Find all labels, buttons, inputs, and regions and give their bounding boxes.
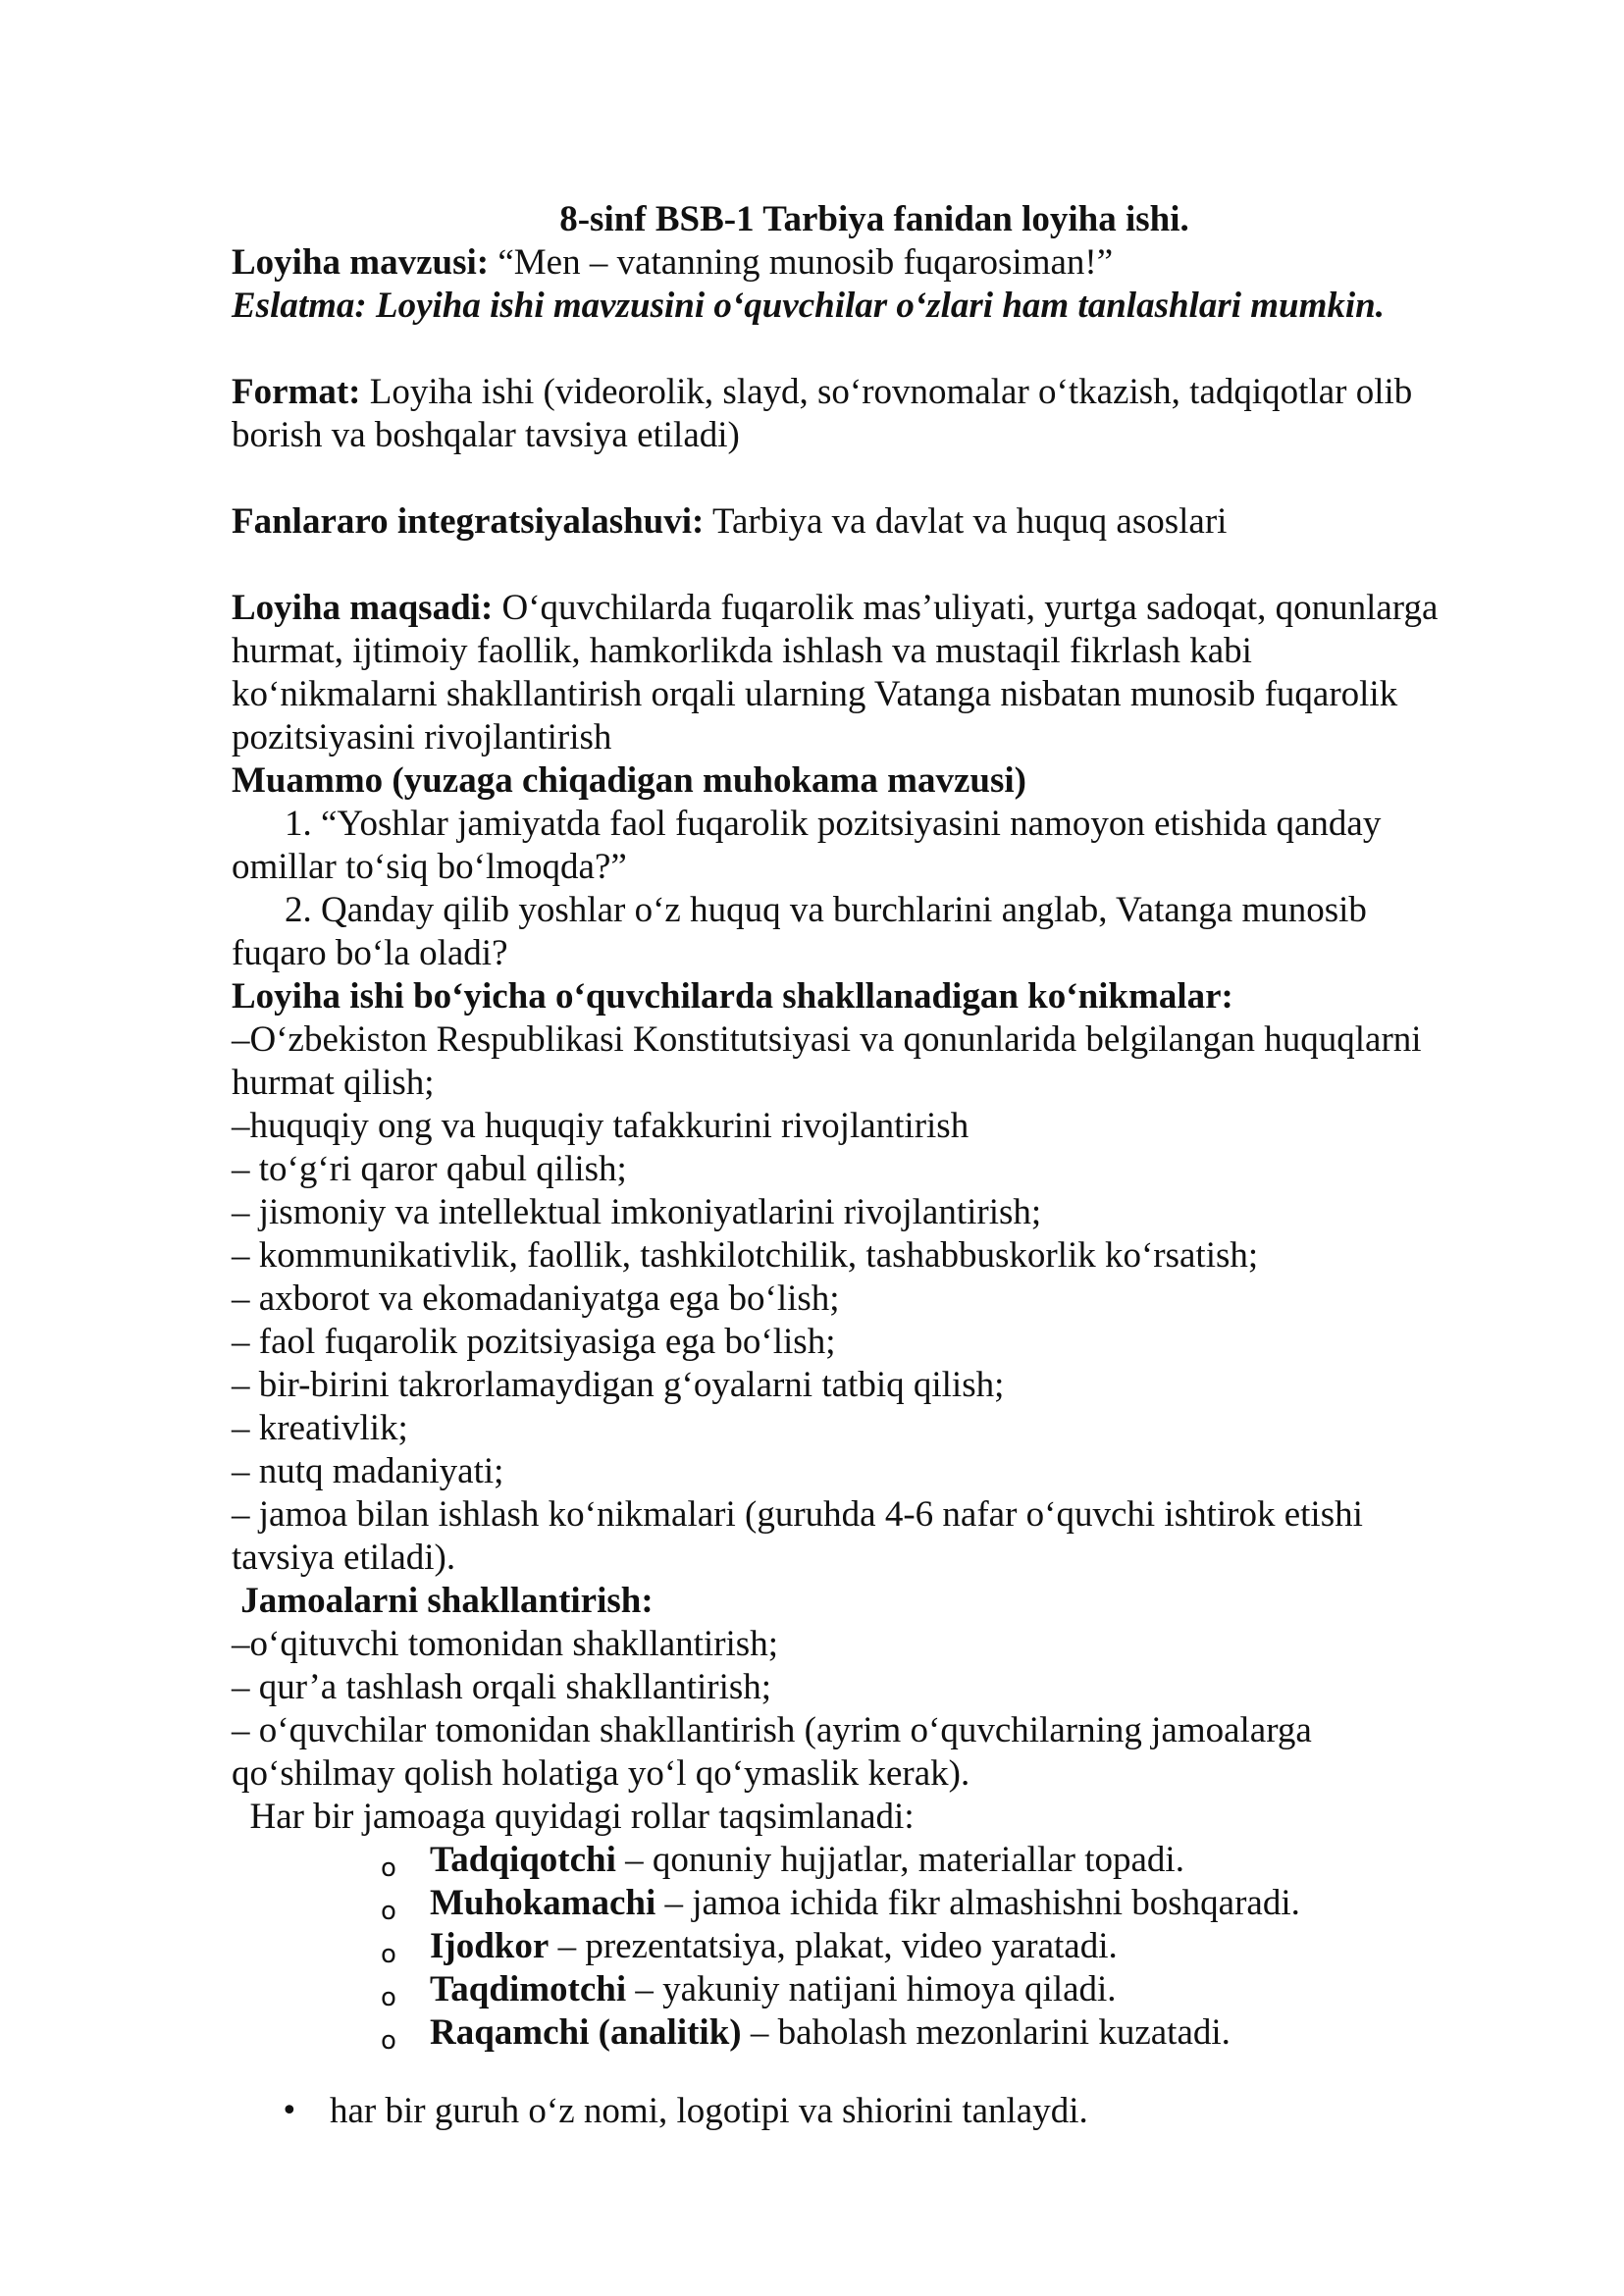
note-line: Eslatma: Loyiha ishi mavzusini o‘quvchilar o‘zlari ham tanlashlari mumkin.: [232, 286, 1386, 326]
role-desc: – jamoa ichida fikr almashishni boshqaradi.: [655, 1883, 1300, 1923]
skills-item-4: – jismoniy va intellektual imkoniyatlarini rivojlantirish;: [232, 1192, 1042, 1232]
role-name: Muhokamachi: [430, 1883, 656, 1923]
goal-line-4: pozitsiyasini rivojlantirish: [232, 717, 612, 757]
hollow-circle-bullet-icon: o: [381, 1940, 396, 1969]
format-section: [232, 371, 1517, 457]
skills-section: [232, 975, 1517, 1580]
roles-intro: Har bir jamoaga quyidagi rollar taqsimlanadi:: [232, 1797, 915, 1837]
problem-q2-line-1: 2. Qanday qilib yoshlar o‘z huquq va burchlarini anglab, Vatanga munosib: [285, 890, 1367, 930]
skills-item-1-line-2: hurmat qilish;: [232, 1063, 435, 1103]
document-title: 8-sinf BSB-1 Tarbiya fanidan loyiha ishi.: [559, 199, 1189, 239]
problem-q2-line-2: fuqaro bo‘la oladi?: [232, 933, 508, 973]
topic-section: [232, 241, 1517, 328]
role-desc: – prezentatsiya, plakat, video yaratadi.: [549, 1926, 1118, 1966]
problem-q1-line-2: omillar to‘siq bo‘lmoqda?”: [232, 847, 627, 887]
hollow-circle-bullet-icon: o: [381, 2026, 396, 2056]
skills-item-1-line-1: –O‘zbekiston Respublikasi Konstitutsiyasi va qonunlarida belgilangan huquqlarni: [232, 1019, 1422, 1060]
role-desc: – yakuniy natijani himoya qiladi.: [626, 1969, 1117, 2009]
topic-value: “Men – vatanning munosib fuqarosiman!”: [498, 242, 1114, 283]
skills-item-5: – kommunikativlik, faollik, tashkilotchilik, tashabbuskorlik ko‘rsatish;: [232, 1235, 1259, 1276]
skills-item-2: –huquqiy ong va huquqiy tafakkurini rivojlantirish: [232, 1106, 969, 1146]
teams-item-3-line-1: – o‘quvchilar tomonidan shakllantirish (ayrim o‘quvchilarning jamoalarga: [232, 1710, 1312, 1750]
role-name: Raqamchi (analitik): [430, 2012, 742, 2053]
problem-heading: Muammo (yuzaga chiqadigan muhokama mavzusi): [232, 760, 1026, 801]
role-name: Tadqiqotchi: [430, 1840, 616, 1880]
hollow-circle-bullet-icon: o: [381, 1897, 396, 1926]
goal-label: Loyiha maqsadi:: [232, 588, 494, 628]
teams-section: [232, 1580, 1517, 1839]
hollow-circle-bullet-icon: o: [381, 1983, 396, 2012]
integration-label: Fanlararo integratsiyalashuvi:: [232, 501, 705, 542]
hollow-circle-bullet-icon: o: [381, 1853, 396, 1883]
integration-value: Tarbiya va davlat va huquq asoslari: [711, 501, 1228, 542]
teams-item-3-line-2: qo‘shilmay qolish holatiga yo‘l qo‘ymaslik kerak).: [232, 1753, 970, 1794]
problem-section: [232, 759, 1517, 975]
teams-heading: Jamoalarni shakllantirish:: [232, 1581, 654, 1621]
goal-line-3: ko‘nikmalarni shakllantirish orqali ularning Vatanga nisbatan munosib fuqarolik: [232, 674, 1398, 714]
bullet-dot-icon: •: [281, 2094, 298, 2128]
format-label: Format:: [232, 372, 361, 412]
skills-item-6: – axborot va ekomadaniyatga ega bo‘lish;: [232, 1278, 840, 1319]
goal-line-2: hurmat, ijtimoiy faollik, hamkorlikda ishlash va mustaqil fikrlash kabi: [232, 631, 1252, 671]
skills-item-3: – to‘g‘ri qaror qabul qilish;: [232, 1149, 627, 1189]
role-desc: – qonuniy hujjatlar, materiallar topadi.: [615, 1840, 1184, 1880]
role-desc: – baholash mezonlarini kuzatadi.: [741, 2012, 1231, 2053]
goal-section: [232, 587, 1517, 759]
teams-item-1: –o‘qituvchi tomonidan shakllantirish;: [232, 1624, 778, 1664]
topic-label: Loyiha mavzusi:: [232, 242, 490, 283]
skills-item-8: – bir-birini takrorlamaydigan g‘oyalarni tatbiq qilish;: [232, 1365, 1005, 1405]
skills-item-9: – kreativlik;: [232, 1408, 408, 1448]
format-line-1: Loyiha ishi (videorolik, slayd, so‘rovnomalar o‘tkazish, tadqiqotlar olib: [369, 372, 1413, 412]
skills-item-10: – nutq madaniyati;: [232, 1451, 504, 1491]
problem-q1-line-1: 1. “Yoshlar jamiyatda faol fuqarolik pozitsiyasini namoyon etishida qanday: [285, 804, 1382, 844]
teams-item-2: – qur’a tashlash orqali shakllantirish;: [232, 1667, 772, 1707]
final-bullet-text: har bir guruh o‘z nomi, logotipi va shiorini tanlaydi.: [330, 2091, 1088, 2131]
role-name: Ijodkor: [430, 1926, 550, 1966]
skills-item-11-line-2: tavsiya etiladi).: [232, 1538, 456, 1578]
skills-heading: Loyiha ishi bo‘yicha o‘quvchilarda shakllanadigan ko‘nikmalar:: [232, 976, 1233, 1017]
role-name: Taqdimotchi: [430, 1969, 627, 2009]
format-line-2: borish va boshqalar tavsiya etiladi): [232, 415, 740, 455]
skills-item-7: – faol fuqarolik pozitsiyasiga ega bo‘lish;: [232, 1322, 836, 1362]
integration-section: [232, 500, 1517, 544]
skills-item-11-line-1: – jamoa bilan ishlash ko‘nikmalari (guruhda 4-6 nafar o‘quvchi ishtirok etishi: [232, 1494, 1363, 1535]
goal-line-1: O‘quvchilarda fuqarolik mas’uliyati, yurtga sadoqat, qonunlarga: [501, 588, 1439, 628]
